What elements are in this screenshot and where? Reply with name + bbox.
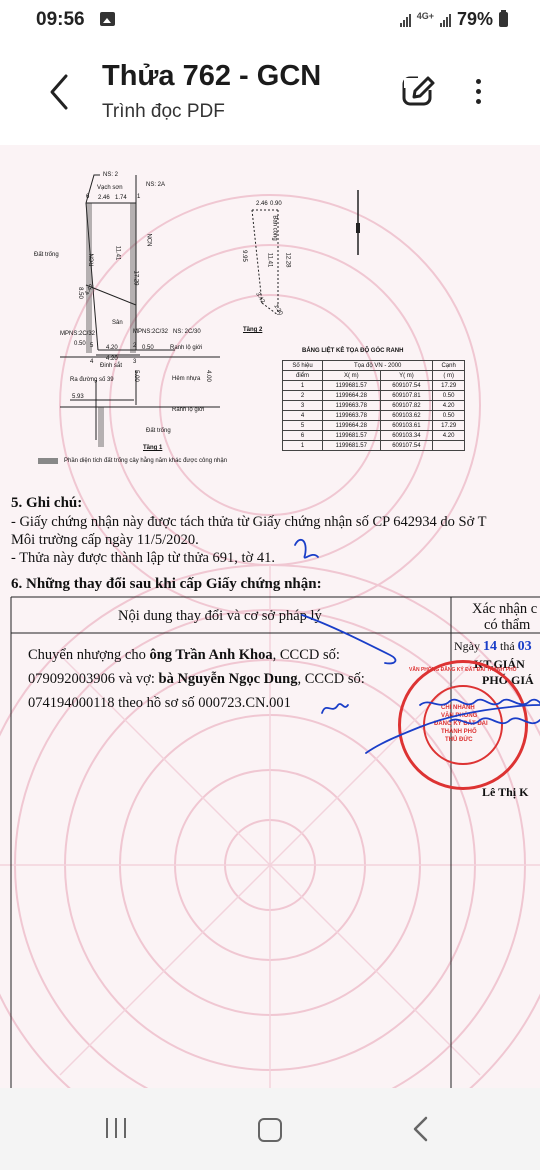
battery-level: 79% (456, 9, 493, 29)
changes-heading: 6. Những thay đổi sau khi cấp Giấy chứng nhận: (11, 576, 322, 592)
sketch-label: 3 (133, 359, 137, 365)
table-row: 2 1199664.28 609107.81 0.50 (283, 391, 465, 401)
signal-icon-2 (440, 13, 451, 27)
sketch-label: 11.41 (114, 245, 121, 261)
recent-apps-button[interactable] (106, 1118, 132, 1140)
changes-col-header: có thẩm (484, 617, 531, 633)
sketch-label: NCN (145, 233, 152, 247)
recents-bar-icon (106, 1118, 108, 1138)
table-header: Y( m) (380, 371, 433, 381)
sketch-label: Hẻm nhựa (172, 376, 201, 382)
sketch-label: NS: 2 (103, 172, 119, 178)
sketch-label: 2.46 (256, 201, 268, 207)
dot-icon (476, 99, 481, 104)
signer-title: KT.GIÁN (474, 657, 525, 671)
sketch-label: 3.42 (254, 291, 266, 305)
sketch-label: 1.30 (272, 303, 284, 317)
notes-line: - Thửa này được thành lập từ thửa 691, tờ 41. (11, 550, 275, 566)
more-options-button[interactable] (468, 74, 488, 110)
document-title: Thửa 762 - GCN (102, 60, 322, 92)
sketch-label: NS: 2A (146, 182, 166, 188)
signal-icon (400, 13, 411, 27)
recents-bar-icon (115, 1118, 117, 1138)
sketch-label: 11.41 (266, 252, 273, 268)
sketch-label: Vạch sơn (97, 185, 123, 191)
sketch-label: 5.00 (132, 370, 139, 382)
table-row: 1 1199681.57 609107.54 17.29 (283, 381, 465, 391)
sketch-label: 1 (137, 194, 141, 200)
status-bar (0, 0, 540, 40)
sketch-label: 4.42 (84, 283, 96, 297)
stamp-text: VĂN PHÒNG ĐĂNG KÝ ĐẤT ĐAI THÀNH PHỐ (409, 667, 517, 673)
status-indicators (400, 9, 508, 30)
sketch-caption: Tầng 1 (143, 445, 163, 451)
chevron-left-icon (408, 1114, 434, 1144)
battery-icon (499, 12, 508, 27)
sketch-label: 17.29 (132, 270, 139, 286)
sketch-label: 4.20 (106, 356, 118, 362)
table-row: 4 1199663.78 609103.62 0.50 (283, 411, 465, 421)
stamp-text: VĂN PHÒNG (441, 713, 478, 719)
sketch-label: RCN (89, 253, 96, 267)
sketch-label: Ranh lộ giới (170, 345, 203, 351)
change-entry-line: 074194000118 theo hồ sơ số 000723.CN.001 (28, 695, 291, 711)
notes-line: Môi trường cấp ngày 11/5/2020. (11, 532, 199, 548)
status-time: 09:56 (36, 9, 85, 30)
sketch-label: 0.50 (142, 345, 154, 351)
sketch-label: Đất trống (146, 428, 171, 434)
edit-button[interactable] (398, 70, 438, 110)
stamp-text: THÀNH PHỐ (441, 729, 477, 735)
sketch-label: 0.50 (74, 341, 86, 347)
changes-col-header: Xác nhận c (472, 601, 538, 617)
table-row: 6 1199681.57 609103.34 4.20 (283, 431, 465, 441)
edit-icon (398, 70, 438, 110)
signer-title: PHÓ GIÁ (482, 673, 534, 687)
stamp-text: CHI NHÁNH (441, 705, 475, 711)
table-header: ( m) (433, 371, 465, 381)
sketch-label: 6 (86, 194, 90, 200)
handwritten-signatures (0, 145, 540, 1088)
table-header: Tọa độ VN - 2000 (323, 361, 433, 371)
sketch-label: 9.95 (240, 250, 247, 262)
sketch-label: 4.20 (106, 345, 118, 351)
table-header: điểm (283, 371, 323, 381)
notes-heading: 5. Ghi chú: (11, 495, 83, 511)
changes-col-header: Nội dung thay đổi và cơ sở pháp lý (118, 608, 322, 624)
pdf-page-view[interactable] (0, 145, 540, 1088)
change-entry-line: 079092003906 và vợ: bà Nguyễn Ngọc Dung, CCCD số: (28, 671, 365, 687)
sketch-label: Đinh sắt (100, 363, 123, 369)
stamp-text: ĐĂNG KÝ ĐẤT ĐAI (434, 721, 488, 727)
sketch-label: 4 (90, 359, 94, 365)
sketch-label: Ranh lộ giới (172, 407, 205, 413)
table-header: Số hiệu (283, 361, 323, 371)
confirmation-date: Ngày 14 thá 03 (454, 639, 532, 654)
sketch-label: Đất trống (34, 252, 59, 258)
sketch-label: 12.28 (284, 252, 291, 268)
app-name: Trình đọc PDF (102, 101, 225, 122)
dot-icon (476, 89, 481, 94)
back-button[interactable] (44, 72, 74, 112)
notes-line: - Giấy chứng nhận này được tách thửa từ Giấy chứng nhận số CP 642934 do Sở T (11, 514, 487, 530)
spouse-name: bà Nguyễn Ngọc Dung (158, 671, 298, 687)
table-row: 3 1199663.78 609107.82 4.20 (283, 401, 465, 411)
sketch-label: NS: 2C/30 (173, 329, 201, 335)
system-nav-bar (0, 1088, 540, 1170)
sketch-label: 0.90 (270, 201, 282, 207)
sketch-label: MPNS:2C/32 (60, 331, 96, 337)
recents-bar-icon (124, 1118, 126, 1138)
sketch-label: MPNS:2C/32 (133, 329, 169, 335)
sketch-label: 2 (133, 343, 137, 349)
back-arrow-icon (44, 72, 74, 112)
table-row: 1 1199681.57 609107.54 (283, 441, 465, 451)
sketch-label: 8.50 (76, 287, 83, 299)
stamp-text: THỦ ĐỨC (445, 737, 473, 743)
sketch-label: 1.74 (115, 195, 127, 201)
table-header: Cạnh (433, 361, 465, 371)
image-notification-icon (100, 12, 115, 26)
change-entry-line: Chuyển nhượng cho ông Trần Anh Khoa, CCCD số: (28, 647, 340, 663)
app-bar (0, 40, 540, 145)
sketch-caption: Tầng 2 (243, 327, 263, 333)
table-header: X( m) (323, 371, 380, 381)
sketch-label: 5.93 (72, 394, 84, 400)
signer-name: Lê Thị K (482, 785, 529, 799)
sketch-label: 5 (90, 343, 94, 349)
sketch-label: 2.46 (98, 195, 110, 201)
coord-table-title: BẢNG LIỆT KÊ TỌA ĐỘ GÓC RANH (302, 348, 404, 354)
dot-icon (476, 79, 481, 84)
sketch-label: 4.00 (204, 370, 211, 382)
nav-back-button[interactable] (408, 1114, 434, 1144)
sketch-label: Ra đường số 39 (70, 377, 114, 383)
sketch-legend: Phần diện tích đất trống cây hằng năm khác được công nhận (64, 458, 228, 464)
sketch-label: Sân (112, 320, 123, 326)
table-row: 5 1199664.28 609103.61 17.29 (283, 421, 465, 431)
home-button[interactable] (258, 1118, 282, 1142)
network-type: 4G+ (416, 11, 434, 21)
sketch-label: Ban công (271, 215, 278, 241)
buyer-name: ông Trần Anh Khoa (149, 647, 273, 663)
